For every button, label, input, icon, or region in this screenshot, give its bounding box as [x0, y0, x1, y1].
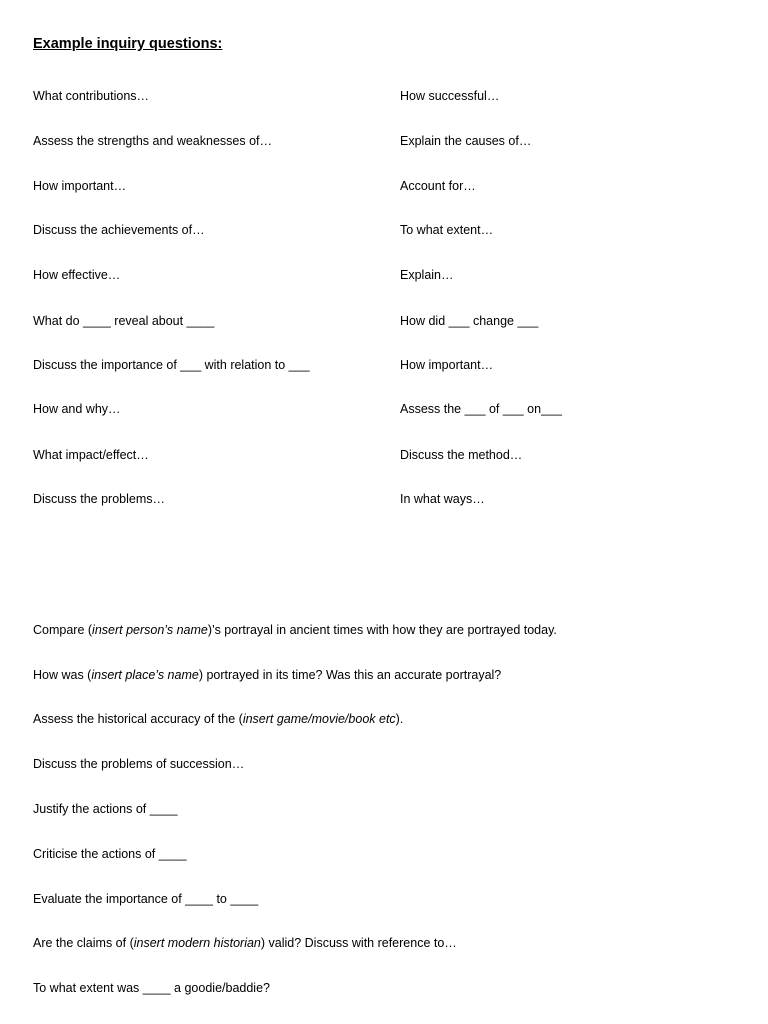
question-text: Are the claims of ( [33, 936, 134, 950]
placeholder-text: insert modern historian [133, 936, 261, 950]
right-question-3: Account for… [400, 179, 476, 193]
full-question-9: To what extent was ____ a goodie/baddie? [33, 981, 270, 995]
full-question-5: Justify the actions of ____ [33, 802, 178, 816]
full-question-4: Discuss the problems of succession… [33, 757, 245, 771]
question-text: How was ( [33, 668, 92, 682]
placeholder-text: insert place’s name [91, 668, 199, 682]
right-question-5: Explain… [400, 268, 454, 282]
right-question-8: Assess the ___ of ___ on___ [400, 402, 562, 416]
question-text: Compare ( [33, 623, 93, 637]
full-question-7: Evaluate the importance of ____ to ____ [33, 892, 259, 906]
right-question-1: How successful… [400, 89, 500, 103]
page-title: Example inquiry questions: [33, 36, 223, 52]
left-question-10: Discuss the problems… [33, 492, 165, 506]
question-text: ) portrayed in its time? Was this an accurate portrayal? [198, 668, 502, 682]
full-question-1 [33, 622, 557, 638]
right-question-9: Discuss the method… [400, 448, 523, 462]
left-question-8: How and why… [33, 402, 121, 416]
question-text: )’s portrayal in ancient times with how they are portrayed today. [207, 623, 557, 637]
right-question-7: How important… [400, 358, 494, 372]
left-question-9: What impact/effect… [33, 448, 149, 462]
left-question-5: How effective… [33, 268, 121, 282]
right-question-10: In what ways… [400, 492, 485, 506]
question-text: ). [395, 712, 404, 726]
right-question-6: How did ___ change ___ [400, 314, 539, 328]
left-question-7: Discuss the importance of ___ with relation to ___ [33, 358, 310, 372]
placeholder-text: insert person’s name [92, 623, 208, 637]
left-question-3: How important… [33, 179, 127, 193]
left-question-1: What contributions… [33, 89, 150, 103]
question-text: ) valid? Discuss with reference to… [260, 936, 457, 950]
left-question-6: What do ____ reveal about ____ [33, 314, 215, 328]
full-question-2 [33, 667, 501, 683]
full-question-8 [33, 935, 457, 951]
full-question-6: Criticise the actions of ____ [33, 847, 187, 861]
right-question-2: Explain the causes of… [400, 134, 532, 148]
left-question-2: Assess the strengths and weaknesses of… [33, 134, 273, 148]
full-question-3 [33, 711, 403, 727]
placeholder-text: insert game/movie/book etc [242, 712, 396, 726]
right-question-4: To what extent… [400, 223, 494, 237]
left-question-4: Discuss the achievements of… [33, 223, 205, 237]
question-text: Assess the historical accuracy of the ( [33, 712, 243, 726]
